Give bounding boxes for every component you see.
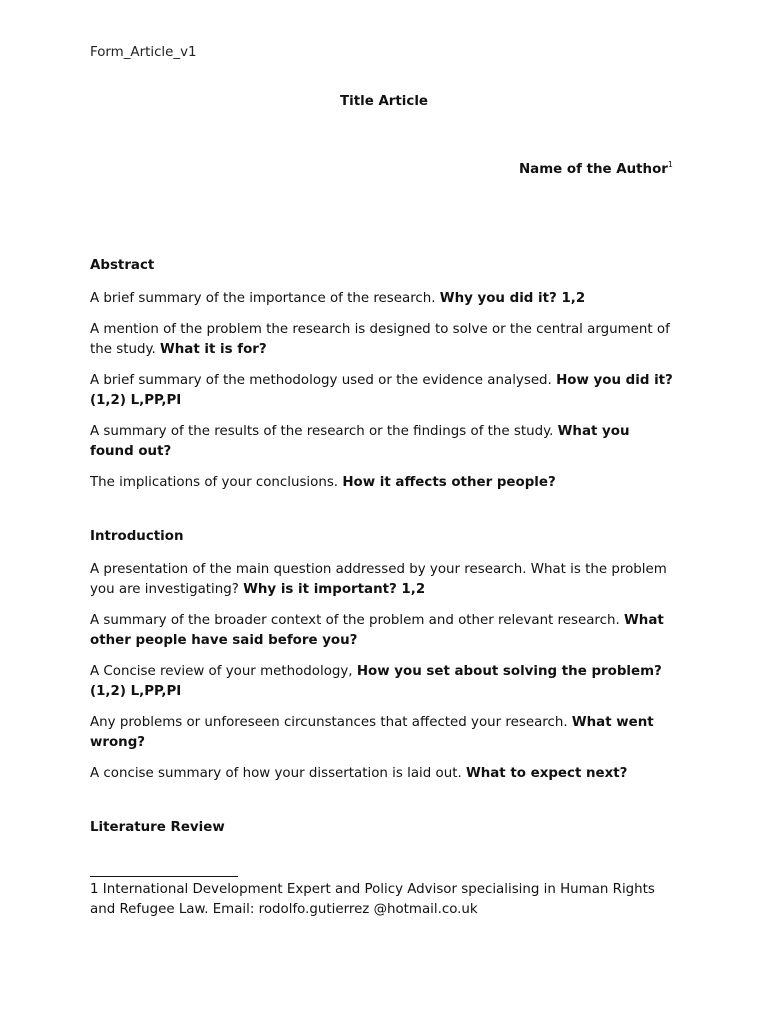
abstract-paragraph: [90, 422, 676, 462]
paragraph-question: How you set about solving the problem? (1,2) L,PP,PI: [90, 664, 662, 699]
abstract-paragraph: [90, 320, 676, 360]
article-body: [90, 256, 676, 851]
paragraph-question: What went wrong?: [90, 715, 654, 750]
introduction-paragraph: [90, 560, 676, 600]
paragraph-question: How it affects other people?: [342, 475, 556, 490]
paragraph-question: What it is for?: [159, 342, 267, 357]
introduction-paragraph: [90, 764, 676, 784]
article-title: Title Article: [339, 94, 429, 109]
paragraph-text: A brief summary of the methodology used or the evidence analysed.: [90, 373, 557, 388]
abstract-paragraph: [90, 371, 676, 411]
abstract-paragraph: [90, 473, 676, 493]
paragraph-question: What you found out?: [90, 424, 630, 459]
paragraph-text: A summary of the results of the research or the findings of the study.: [90, 424, 558, 439]
abstract-paragraph: [90, 289, 676, 309]
paragraph-text: A summary of the broader context of the problem and other relevant research.: [90, 613, 625, 628]
footnote-marker: 1: [667, 160, 673, 169]
paragraph-text: A mention of the problem the research is designed to solve or the central argument of the study.: [90, 322, 670, 357]
introduction-paragraph: [90, 713, 676, 753]
literature-review-heading: Literature Review: [90, 820, 225, 835]
footnote-divider: [90, 876, 238, 877]
paragraph-text: A brief summary of the importance of the research.: [90, 291, 440, 306]
footnote-text: 1 International Development Expert and Policy Advisor specialising in Human Rights and Refugee Law. Email: rodolfo.gutierrez @hotmail.co.uk: [90, 882, 655, 917]
introduction-paragraph: [90, 611, 676, 651]
paragraph-question: How you did it? (1,2) L,PP,PI: [90, 373, 673, 408]
form-label: Form_Article_v1: [90, 45, 197, 60]
paragraph-text: A concise summary of how your dissertation is laid out.: [90, 766, 466, 781]
paragraph-question: What other people have said before you?: [90, 613, 664, 648]
paragraph-question: What to expect next?: [465, 766, 628, 781]
paragraph-text: Any problems or unforeseen circunstances that affected your research.: [90, 715, 572, 730]
paragraph-text: The implications of your conclusions.: [90, 475, 343, 490]
author-name: Name of the Author: [518, 162, 668, 177]
introduction-heading: Introduction: [90, 529, 184, 544]
introduction-paragraph: [90, 662, 676, 702]
paragraph-text: A Concise review of your methodology,: [90, 664, 357, 679]
paragraph-question: Why is it important? 1,2: [243, 582, 426, 597]
paragraph-text: A presentation of the main question addressed by your research. What is the problem you are investigating?: [90, 562, 667, 597]
paragraph-question: Why you did it? 1,2: [439, 291, 586, 306]
author-name-line: [519, 160, 673, 177]
abstract-heading: Abstract: [90, 258, 155, 273]
